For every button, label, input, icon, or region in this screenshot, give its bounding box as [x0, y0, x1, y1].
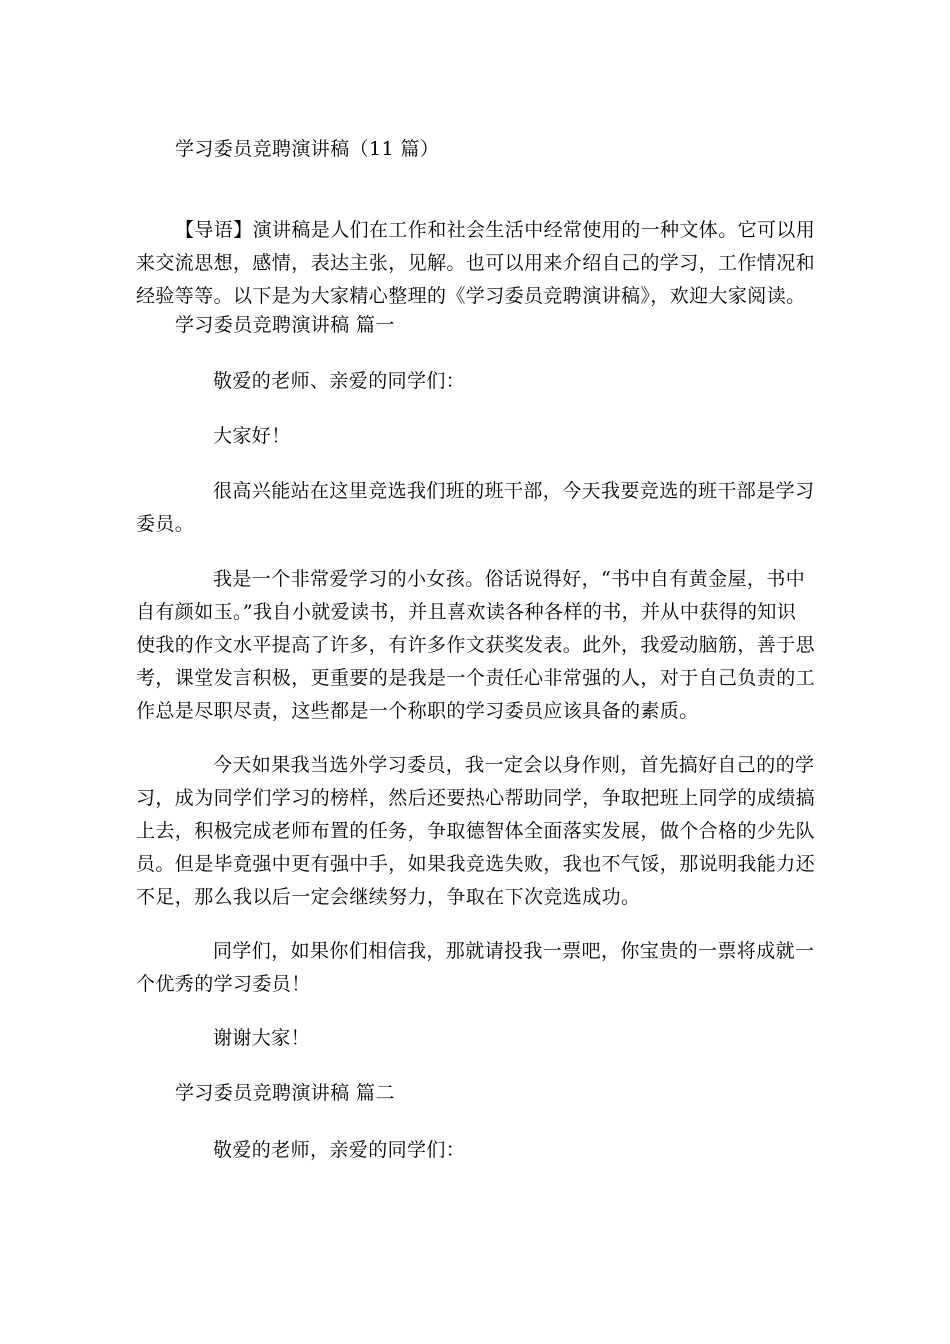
section-heading-1: 学习委员竞聘演讲稿 篇一: [175, 314, 395, 336]
paragraph-line: 自有颜如玉。”我自小就爱读书，并且喜欢读各种各样的书，并从中获得的知识: [136, 601, 797, 623]
document-title: 学习委员竞聘演讲稿（11 篇）: [175, 138, 440, 160]
paragraph-line: 考，课堂发言积极，更重要的是我是一个责任心非常强的人，对于自己负责的工: [136, 667, 816, 689]
paragraph-line: 使我的作文水平提高了许多，有许多作文获奖发表。此外，我爱动脑筋，善于思: [136, 634, 816, 656]
salutation: 敬爱的老师，亲爱的同学们：: [213, 1139, 466, 1161]
paragraph-line: 同学们，如果你们相信我，那就请投我一票吧，你宝贵的一票将成就一: [213, 940, 815, 962]
paragraph-line: 今天如果我当选外学习委员，我一定会以身作则，首先搞好自己的的学: [213, 754, 815, 776]
paragraph-line: 很高兴能站在这里竞选我们班的班干部，今天我要竞选的班干部是学习: [213, 480, 815, 502]
closing-line: 谢谢大家！: [213, 1027, 311, 1049]
paragraph-line: 我是一个非常爱学习的小女孩。俗话说得好，“书中自有黄金屋，书中: [213, 568, 806, 590]
greeting: 大家好！: [213, 425, 291, 447]
paragraph-line: 上去，积极完成老师布置的任务，争取德智体全面落实发展，做个合格的少先队: [136, 820, 816, 842]
paragraph-line: 习，成为同学们学习的榜样，然后还要热心帮助同学，争取把班上同学的成绩搞: [136, 787, 816, 809]
intro-line: 【导语】演讲稿是人们在工作和社会生活中经常使用的一种文体。它可以用: [175, 219, 816, 241]
paragraph-line: 员。但是毕竟强中更有强中手，如果我竞选失败，我也不气馁，那说明我能力还: [136, 853, 816, 875]
salutation: 敬爱的老师、亲爱的同学们：: [213, 370, 466, 392]
intro-line: 经验等等。以下是为大家精心整理的《学习委员竞聘演讲稿》，欢迎大家阅读。: [136, 285, 806, 307]
section-heading-2: 学习委员竞聘演讲稿 篇二: [175, 1082, 395, 1104]
paragraph-line: 个优秀的学习委员！: [136, 973, 311, 995]
paragraph-line: 不足，那么我以后一定会继续努力，争取在下次竞选成功。: [136, 886, 641, 908]
paragraph-line: 作总是尽职尽责，这些都是一个称职的学习委员应该具备的素质。: [136, 700, 699, 722]
paragraph-line: 委员。: [136, 513, 195, 535]
intro-line: 来交流思想，感情，表达主张，见解。也可以用来介绍自己的学习，工作情况和: [136, 252, 816, 274]
